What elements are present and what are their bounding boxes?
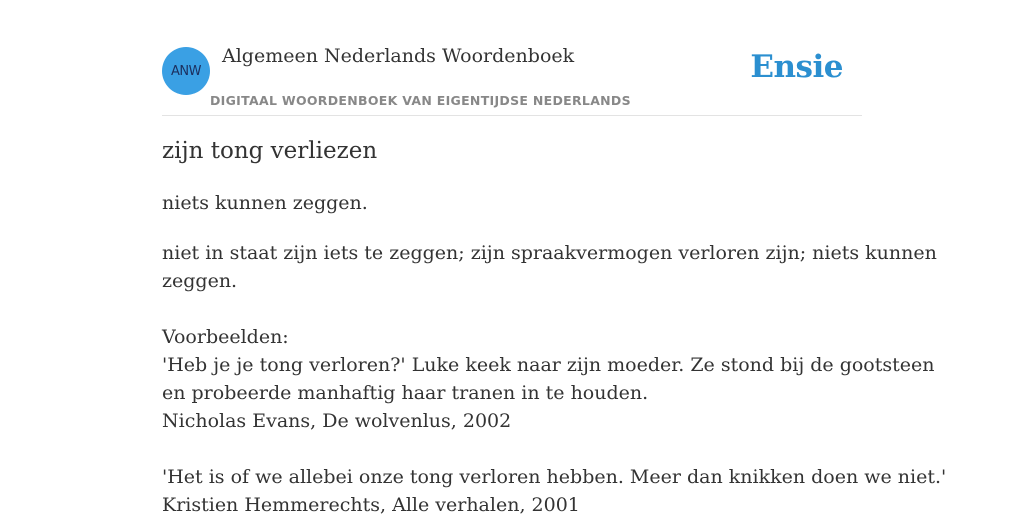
example-quote-line: 'Heb je je tong verloren?' Luke keek naar zijn moeder. Ze stond bij de gootsteen	[162, 354, 935, 376]
long-definition	[162, 239, 947, 519]
example-quote-line: en probeerde manhaftig haar tranen in te houden.	[162, 382, 649, 404]
anw-logo[interactable]	[162, 47, 210, 95]
spacer	[162, 295, 862, 323]
example-quote-line: 'Het is of we allebei onze tong verloren hebben. Meer dan knikken doen we niet.'	[162, 466, 947, 488]
site-title[interactable]: Algemeen Nederlands Woordenboek	[222, 45, 575, 67]
example-source: Kristien Hemmerechts, Alle verhalen, 2001	[162, 494, 580, 516]
definition-line: niet in staat zijn iets te zeggen; zijn spraakvermogen verloren zijn; niets kunnen	[162, 242, 937, 264]
entry-term: zijn tong verliezen	[162, 138, 378, 164]
examples-label: Voorbeelden:	[162, 326, 289, 348]
page-container	[162, 0, 947, 516]
spacer	[162, 435, 862, 463]
ensie-brand-logo[interactable]: Ensie	[750, 49, 843, 85]
site-header	[162, 0, 862, 116]
short-definition: niets kunnen zeggen.	[162, 192, 368, 214]
example-source: Nicholas Evans, De wolvenlus, 2002	[162, 410, 512, 432]
definition-line: zeggen.	[162, 270, 238, 292]
site-subtitle: DIGITAAL WOORDENBOEK VAN EIGENTIJDSE NEDERLANDS	[210, 93, 631, 108]
logo-text: ANW	[171, 63, 201, 79]
